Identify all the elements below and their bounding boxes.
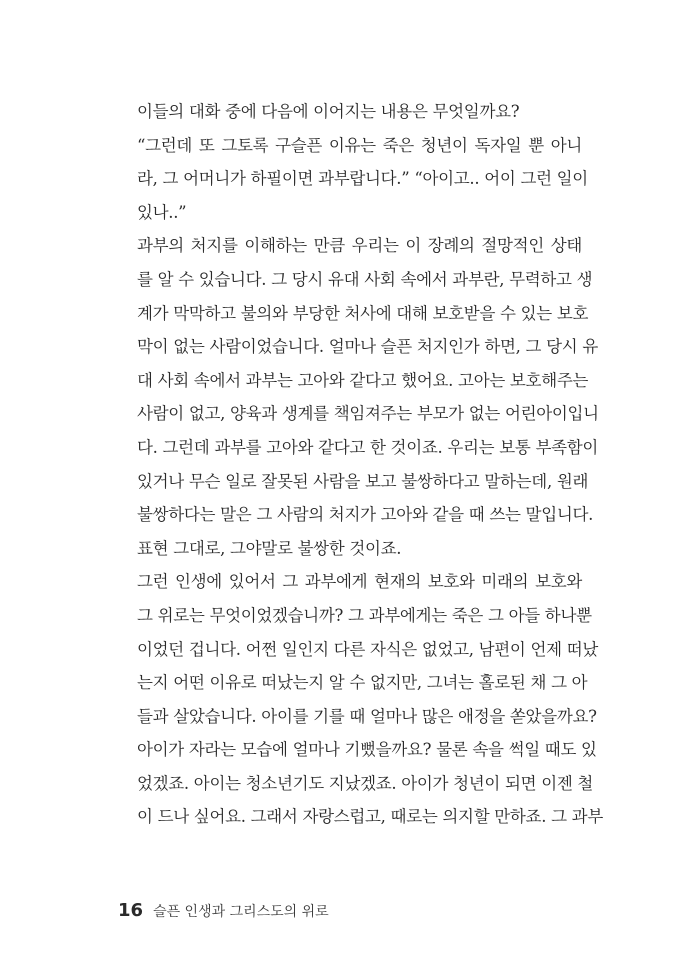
text-line: 사람이 없고, 양육과 생계를 책임져주는 부모가 없는 어린아이입니 [137,404,599,424]
page-footer [118,900,329,921]
text-line: 이었던 겁니다. 어쩐 일인지 다른 자식은 없었고, 남편이 언제 떠났 [137,639,599,659]
text-line: 그 위로는 무엇이었겠습니까? 그 과부에게는 죽은 그 아들 하나뿐 [137,605,592,625]
text-line: 는지 어떤 이유로 떠났는지 알 수 없지만, 그녀는 홀로된 채 그 아 [137,673,588,693]
paragraph-2 [118,129,588,230]
paragraph-4 [118,565,603,834]
text-line: 표현 그대로, 그야말로 불쌍한 것이죠. [137,538,402,558]
text-line: 아이가 자라는 모습에 얼마나 기뻤을까요? 물론 속을 썩일 때도 있 [137,740,597,760]
text-line: 막이 없는 사람이었습니다. 얼마나 슬픈 처지인가 하면, 그 당시 유 [137,337,599,357]
text-line: 를 알 수 있습니다. 그 당시 유대 사회 속에서 과부란, 무력하고 생 [137,269,593,289]
page-number: 16 [118,900,144,921]
running-title: 슬픈 인생과 그리스도의 위로 [153,904,329,920]
text-line: 이 드나 싶어요. 그래서 자랑스럽고, 때로는 의지할 만하죠. 그 과부 [137,807,603,827]
text-line: “그런데 또 그토록 구슬픈 이유는 죽은 청년이 독자일 뿐 아니 [137,135,582,155]
paragraph-3 [118,229,599,565]
text-line: 이들의 대화 중에 다음에 이어지는 내용은 무엇일까요? [137,102,520,121]
paragraph-1 [118,95,582,129]
text-line: 있나..” [137,202,187,222]
text-line: 들과 살았습니다. 아이를 기를 때 얼마나 많은 애정을 쏟았을까요? [137,706,597,726]
text-line: 었겠죠. 아이는 청소년기도 지났겠죠. 아이가 청년이 되면 이젠 철 [137,773,594,793]
text-line: 과부의 처지를 이해하는 만큼 우리는 이 장례의 절망적인 상태 [137,236,582,256]
text-line: 불쌍하다는 말은 그 사람의 처지가 고아와 같을 때 쓰는 말입니다. [137,505,594,525]
text-line: 다. 그런데 과부를 고아와 같다고 한 것이죠. 우리는 보통 부족함이 [137,437,599,457]
text-line: 계가 막막하고 불의와 부당한 처사에 대해 보호받을 수 있는 보호 [137,303,589,323]
body-text [118,95,603,834]
text-line: 그런 인생에 있어서 그 과부에게 현재의 보호와 미래의 보호와 [137,572,582,592]
text-line: 있거나 무슨 일로 잘못된 사람을 보고 불쌍하다고 말하는데, 원래 [137,471,589,491]
text-line: 대 사회 속에서 과부는 고아와 같다고 했어요. 고아는 보호해주는 [137,370,589,390]
text-line: 라, 그 어머니가 하필이면 과부랍니다.” “아이고.. 어이 그런 일이 [137,169,588,189]
